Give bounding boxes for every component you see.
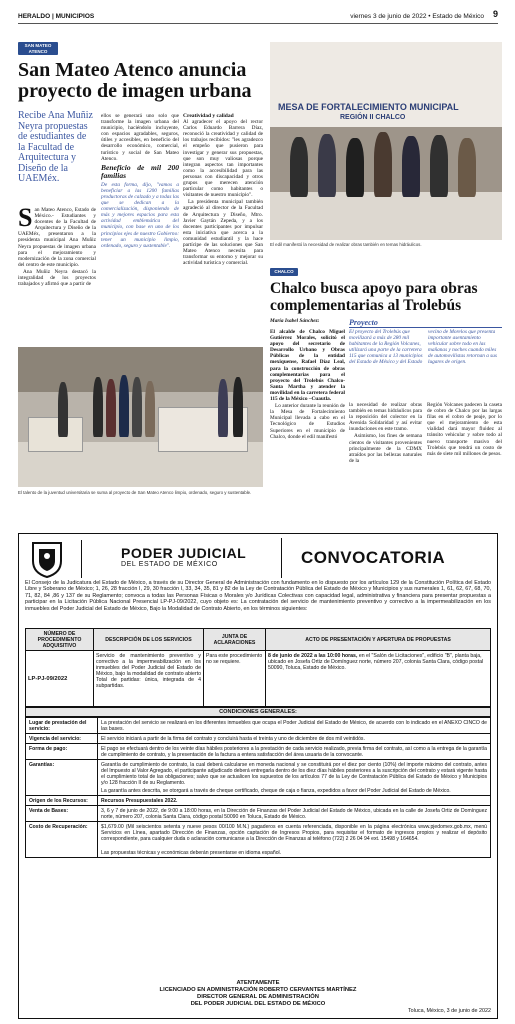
service-description: Servicio de mantenimiento preventivo y correctivo a la impermeabilización en los inmuebles del Poder Judicial del Estado de México, bajo la modalidad de contrato abierto Total de partidas: única, integrada de 4 subpartidas. (94, 651, 204, 707)
condition-row: Forma de pago: El pago se efectuará dentro de los veinte días hábiles posteriores a la prestación de cada servicio realizado, previa firma del contrato, así como a la entrega de la garantía de cumplimiento de contrato, y la presentación de la factura a entera satisfacción del área usuaria de la convocante. (26, 744, 491, 760)
article1-photo (18, 347, 263, 487)
article2-col3: Región Volcanes padecen la caseta de cobro de Chalco por las largas filas en el cobro de peaje, por lo que el mejoramiento de esta vialidad dará mayor fluidez al tránsito vehicular y sobre todo al nuevo transporte masivo del Trolebús que tendrá un costo de más de siete mil millones de pesos. (427, 402, 502, 457)
acto-presentacion: 8 de junio de 2022 a las 10:00 horas, en el "Salón de Licitaciones", edificio "B", planta baja, ubicado en Josefa Ortiz de Domínguez norte, número 207, colonia Santa Clara, código postal 50090, Toluca, Estado de México. (266, 651, 491, 707)
pj-name: PODER JUDICIAL (121, 545, 247, 561)
junta-aclaraciones: Para este procedimiento no se requiere. (204, 651, 266, 707)
project-box-title: Proyecto (349, 318, 502, 328)
article2-col2: la necesidad de realizar obras también en temas hidráulicos para la reposición del colector en la Avenida Solidaridad y así evitar inundaciones en este tramo. Asimismo, los fines de semana cientos de visitantes provenientes principalmente de la CDMX atraídos por las bellezas naturales de la (349, 402, 422, 464)
conditions-table (25, 717, 491, 858)
signature-block: ATENTAMENTE LICENCIADO EN ADMINISTRACIÓN ROBERTO CERVANTES MARTÍNEZ DIRECTOR GENERAL DE ADMINISTRACIÓN DEL PODER JUDICIAL DEL ESTADO DE MÉXICO (159, 980, 357, 1007)
condition-row: Costo de Recuperación: $1,679.00 (Mil seiscientos setenta y nueve pesos 00/100 M.N.) pagaderos en cuenta referenciada, disponible en la página electrónica www.pjedomex.gob.mx, menú Servicios en Línea, apartado Dirección de Finanzas, opción captación de Ingresos Propios, para requisitar el formato de ingresos propios y realizar el depósito correspondiente, para cualquier duda o aclaración comunicarse a la Dirección de Finanzas al teléfono (722) 2 26 04 94 ext. 15498 y 164654. Las propuestas técnicas y económicas deberán presentarse en idioma español. (26, 822, 491, 858)
article1-col3: Creatividad y calidad Al agradecer el apoyo del rector Carlos Eduardo Barrera Díaz, reconoció la creatividad y calidad de los trabajos recibidos: "les agradezco el empeño que pusieron para investigar y generar sus propuestas, que son muy valiosas porque integran aspectos tan importantes como la accesibilidad para las personas con discapacidad y otros grupos que merecen atención particular como habitantes o visitantes de nuestro municipio". La presidenta municipal también agradeció al director de la Facultad de Arquitectura y Diseño, Mtro. Javier Gaytán Zepeda, y a los docentes participantes por impulsar esta iniciativa que acerca a la comunidad estudiantil y la hace partícipe de las soluciones que San Mateo Atenco necesita para transformar su entorno y mejorar su actividad turística y comercial. (183, 113, 263, 267)
condition-row: Origen de los Recursos: Recursos Presupuestales 2022. (26, 796, 491, 806)
place-date: Toluca, México, 3 de junio de 2022 (407, 1008, 491, 1014)
dropcap: S (18, 203, 33, 232)
condition-row: Vigencia del servicio: El servicio iniciará a partir de la firma del contrato y concluirá hasta el treinta y uno de diciembre de dos mil veintidós. (26, 734, 491, 744)
conditions-title: CONDICIONES GENERALES: (25, 707, 491, 717)
pj-logo-icon (89, 542, 117, 576)
convocatoria-intro: El Consejo de la Judicatura del Estado de México, a través de su Director General de Administración con fundamento en lo dispuesto por los artículos 129 de la Constitución Política del Estado Libre y Soberano de México; 1, 26, 28 fracción I, 29, 30 fracción I, 33, 34, 35, 81 y 82 de la Ley de Contratación Pública del Estado de México y Municipios y sus numerales 1, 61, 62, 67, 68, 70, 71, 82, 84 ,86 y 137 de su Reglamento; convoca a todas las Personas Físicas o Morales y/o Jurídicas Colectivas con capacidad legal, administrativa y financiera para presentar propuestas a participar en la Licitación Pública Nacional Presencial LP-PJ-09/2022, cuyo objeto es: La contratación del servicio de mantenimiento preventivo y correctivo a la impermeabilización en los inmuebles del Poder Judicial del Estado de México, Bajo la Modalidad de Contrato Abierto, en los términos siguientes: (25, 580, 491, 612)
article2-photo (270, 42, 502, 240)
article1-col2: ellos se generará uno solo que transforme la imagen urbana del municipio, haciéndolo incluyente, con espacios agradables, seguros, útiles y accesibles, en beneficio del desarrollo económico, comercial, turístico y social de San Mateo Atenco. Beneficio de mil 200 familias De esta forma, dijo, "vamos a beneficiar a las 1200 familias productoras de calzado y a todas las que se dedican a la comercialización, disponiendo de más y mejores espacios para esta actividad emblemática del municipio, con base en uno de los principios ejes de nuestro Gobierno: tener un municipio limpio, ordenado, seguro y sustentable". (101, 113, 179, 249)
article2-col1: El alcalde de Chalco Miguel Gutiérrez Morales, solicitó el apoyo del secretario de Desarrollo Urbano y Obras Públicas de la entidad mexiquense, Rafael Díaz Leal, para la construcción de obras complementarias para el proyecto del Trolebús Chalco-Santa Martha y atender la movilidad en la carretera federal 115 de la México –Cuautla. Lo anterior durante la reunión de la Mesa de Fortalecimiento Municipal llevada a cabo en el Tecnológico de Estudios Superiores en el municipio de Chalco, donde el edil manifestó (270, 329, 345, 440)
pj-sub: DEL ESTADO DE MÉXICO (121, 561, 218, 568)
article2-badge: CHALCO (270, 268, 298, 276)
article1-headline: San Mateo Atenco anuncia proyecto de imagen urbana (18, 59, 252, 102)
project-box-text: El proyecto del Trolebús que movilizará a más de 280 mil habitantes de la Región Volcanes, utilizará una parte de la carretera 115 que comunica a 13 municipios del Estado de México y del Estado vecino de Morelos que presenta importante asentamiento vehicular sobre todo en las mañanas y noches cuando miles de automovilistas retornan a sus lugares de origen. (349, 329, 497, 366)
page-number: 9 (492, 9, 498, 19)
pj-name-block (121, 546, 246, 568)
condition-row: Garantías: Garantía de cumplimiento de contrato, la cual deberá calcularse en moneda nacional y se constituirá por el diez por ciento (10%) del importe máximo del contrato, antes del Impuesto al Valor Agregado, el participante adjudicado deberá entregarla dentro de los diez días hábiles posteriores a la suscripción del contrato y estará vigente hasta el cumplimiento total de las obligaciones; salvo que se actualicen los supuestos de los artículos 77 de la Ley de Contratación Pública del Estado de México y Municipios y/o 128 fracción II de su Reglamento. La garantía antes descrita, se otorgará a través de cheque certificado, cheque de caja o fianza, expedidos a favor del Poder Judicial del Estado de México. (26, 760, 491, 796)
pull-quote: De esta forma, dijo, "vamos a beneficiar a las 1200 familias productoras de calzado y a todas las que se dedican a la comercialización, disponiendo de más y mejores espacios para esta actividad emblemática del municipio, con base en uno de los principios ejes de nuestro Gobierno: tener un municipio limpio, ordenado, seguro y sustentable". (101, 181, 179, 249)
article1-badge: SAN MATEO ATENCO (18, 42, 58, 55)
article2-headline: Chalco busca apoyo para obras complementarias al Trolebús (270, 280, 478, 314)
article1-photo-caption: El talento de la juventud universitaria se suma al proyecto de San Mateo Atenco limpio, ordenado, seguro y sustentable. (18, 490, 252, 495)
subhead-benefit: Beneficio de mil 200 familias (101, 162, 179, 180)
convocatoria-notice (18, 533, 498, 1019)
article1-lede: Recibe Ana Muñiz Neyra propuestas de estudiantes de la Facultad de Arquitectura y Diseño de la UAEMéx. (18, 110, 93, 184)
article2-byline: María Isabel Sánchez: (270, 318, 320, 324)
photo-banner-sub: REGIÓN II CHALCO (340, 114, 406, 121)
article1-col1: San Mateo Atenco, Estado de México.- Estudiantes y docentes de la Facultad de Arquitectura y Diseño de la UAEMéx, presentaron a la presidenta municipal Ana Muñiz Neyra propuestas de imagen urbana para el mejoramiento y modernización de la zona comercial del centro de este municipio. Ana Muñiz Neyra destacó la integralidad de los proyectos trabajados y afirmó que a partir de (18, 203, 96, 288)
convocatoria-title: CONVOCATORIA (301, 548, 446, 567)
proc-number: LP-PJ-09/2022 (26, 651, 94, 707)
condition-row: Venta de Bases: 3, 6 y 7 de junio de 2022, de 9:00 a 18:00 horas, en la Dirección de Finanzas del Poder Judicial del Estado de México, ubicada en la calle de Josefa Ortiz de Domínguez norte, número 207, colonia Santa Clara, código postal 50090 en Toluca, Estado de México. (26, 806, 491, 822)
article2-photo-caption: El edil manifestó la necesidad de realizar obras también en temas hidráulicos. (270, 242, 422, 247)
page-header (18, 10, 498, 24)
procedure-table: NÚMERO DE PROCEDIMIENTO ADQUISITIVO DESCRIPCIÓN DE LOS SERVICIOS JUNTA DE ACLARACIONES ACTO DE PRESENTACIÓN Y APERTURA DE PROPUESTAS LP-PJ-09/2022 Servicio de mantenimiento preventivo y correctivo a la impermeabilización en los inmuebles del Poder Judicial del Estado de México, bajo la modalidad de contrato abierto Total de partidas: única, integrada de 4 subpartidas. Para este procedimiento no se requiere. 8 de junio de 2022 a las 10:00 horas, en el "Salón de Licitaciones", edificio "B", planta baja, ubicado en Josefa Ortiz de Domínguez norte, número 207, colonia Santa Clara, código postal 50090, Toluca, Estado de México. CONDICIONES GENERALES: Lugar de prestación del servicio: La prestación del servicio se realizará en los diferentes inmuebles que ocupa el Poder Judicial del Estado de México, de acuerdo con lo indicado en el ANEXO CINCO de las bases. Vigencia del servicio: El servicio iniciará a partir de la firma del contrato y concluirá hasta el treinta y uno de diciembre de dos mil veintidós. Forma de pago: El pago se efectuará dentro de los veinte días hábiles posteriores a la prestación de cada servicio realizado, previa firma del contrato, así como a la entrega de la garantía de cumplimiento de contrato, y la presentación de la factura a entera satisfacción del área usuaria de la convocante. Garantías: Garantía de cumplimiento de contrato, la cual deberá calcularse en moneda nacional y se constituirá por el diez por ciento (10%) del importe máximo del contrato, antes del Impuesto al Valor Agregado, el participante adjudicado deberá entregarla dentro de los diez días hábiles posteriores a la suscripción del contrato y estará vigente hasta el cumplimiento total de las obligaciones; salvo que se actualicen los supuestos de los artículos 77 de la Ley de Contratación Pública del Estado de México y Municipios y/o 128 fracción II de su Reglamento. La garantía antes descrita, se otorgará a través de cheque certificado, cheque de caja o fianza, expedidos a favor del Poder Judicial del Estado de México. Origen de los Recursos: Recursos Presupuestales 2022. Venta de Bases: 3, 6 y 7 de junio de 2022, de 9:00 a 18:00 horas, en la Dirección de Finanzas del Poder Judicial del Estado de México, ubicada en la calle de Josefa Ortiz de Domínguez norte, número 207, colonia Santa Clara, código postal 50090 en Toluca, Estado de México. Costo de Recuperación: $1,679.00 (Mil seiscientos setenta y nueve pesos 00/100 M.N.) pagaderos en cuenta referenciada, disponible en la página electrónica www.pjedomex.gob.mx, menú Servicios en Línea, apartado Dirección de Finanzas, opción captación de Ingresos Propios, para requisitar el formato de ingresos propios y realizar el depósito correspondiente, para cualquier duda o aclaración comunicarse a la Dirección de Finanzas al teléfono (722) 2 26 04 94 ext. 15498 y 164654. Las propuestas técnicas y económicas deberán presentarse en idioma español. (25, 628, 491, 858)
state-seal-icon (25, 539, 69, 579)
date-line: viernes 3 de junio de 2022 • Estado de México (350, 13, 484, 20)
photo-banner: MESA DE FORTALECIMIENTO MUNICIPAL (278, 102, 459, 112)
section-label: HERALDO | MUNICIPIOS (18, 13, 95, 20)
project-box (349, 318, 502, 366)
condition-row: Lugar de prestación del servicio: La prestación del servicio se realizará en los diferentes inmuebles que ocupa el Poder Judicial del Estado de México, de acuerdo con lo indicado en el ANEXO CINCO de las bases. (26, 718, 491, 734)
subhead-creativity: Creatividad y calidad (183, 113, 234, 119)
